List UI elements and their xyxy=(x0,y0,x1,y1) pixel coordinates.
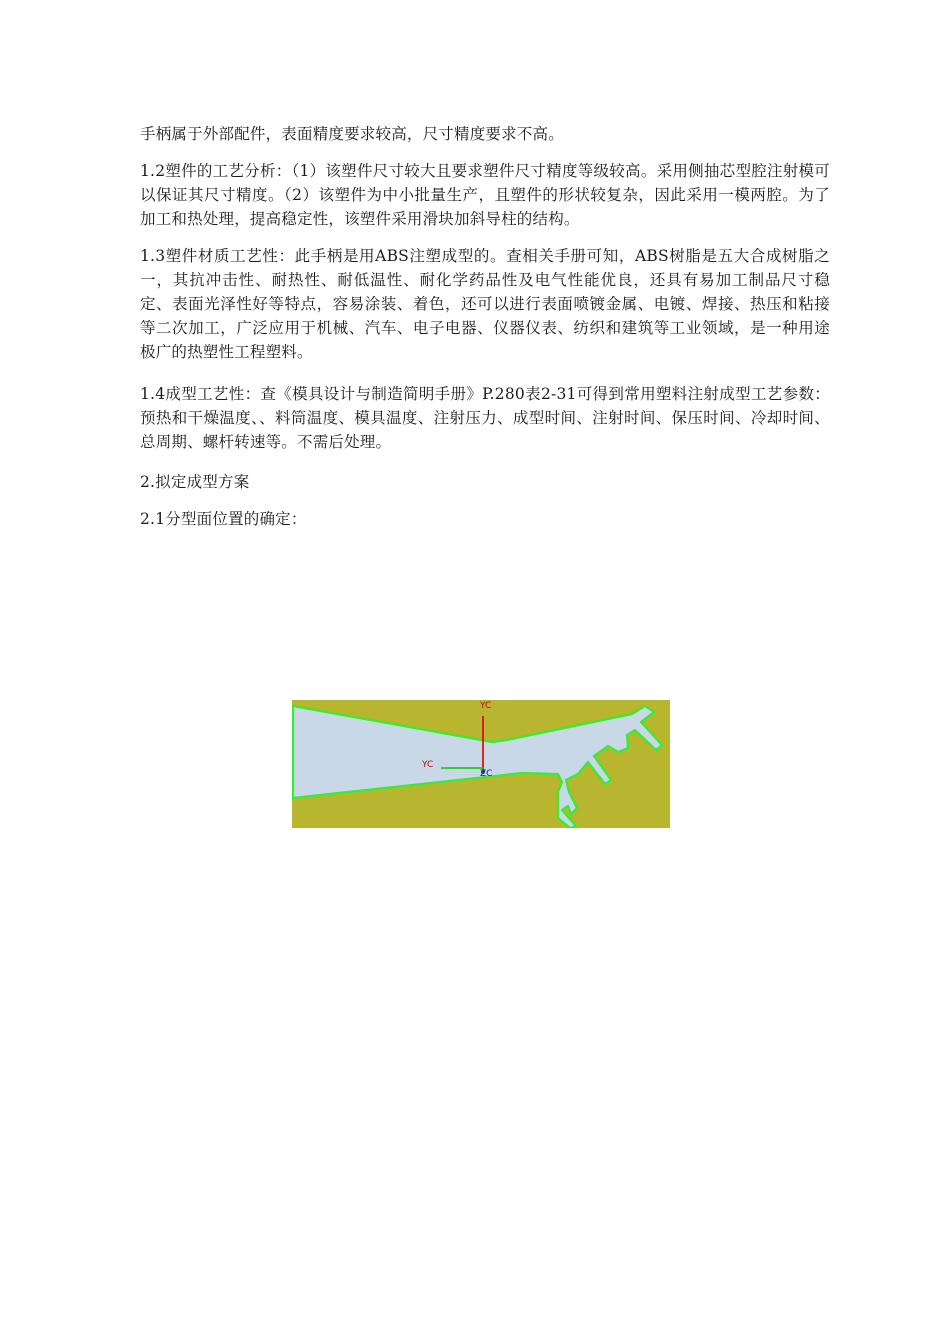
paragraph-process-analysis: 1.2塑件的工艺分析：（1）该塑件尺寸较大且要求塑件尺寸精度等级较高。采用侧抽芯型腔注射模可以保证其尺寸精度。（2）该塑件为中小批量生产，且塑件的形状较复杂，因此采用一模两腔。为了加工和热处理，提高稳定性，该塑件采用滑块加斜导柱的结构。 xyxy=(140,162,830,228)
paragraph-material-process: 1.3塑件材质工艺性：此手柄是用ABS注塑成型的。查相关手册可知，ABS树脂是五大合成树脂之一，其抗冲击性、耐热性、耐低温性、耐化学药品性及电气性能优良，还具有易加工制品尺寸稳定、表面光泽性好等特点，容易涂装、着色，还可以进行表面喷镀金属、电镀、焊接、热压和粘接等二次加工，广泛应用于机械、汽车、电子电器、仪器仪表、纺织和建筑等工业领域，是一种用途极广的热塑性工程塑料。 xyxy=(140,247,830,361)
x-axis-label: YC xyxy=(422,760,434,770)
cad-figure-svg xyxy=(292,700,670,828)
subsection-heading-parting-surface: 2.1分型面位置的确定： xyxy=(140,510,307,528)
cad-figure-parting-surface xyxy=(292,700,670,828)
paragraph-molding-process: 1.4成型工艺性：查《模具设计与制造简明手册》P.280表2-31可得到常用塑料注射成型工艺参数：预热和干燥温度、、料筒温度、模具温度、注射压力、成型时间、注射时间、保压时间、冷却时间、总周期、螺杆转速等。不需后处理。 xyxy=(140,385,830,451)
z-axis-label: ZC xyxy=(480,769,493,779)
section-heading-molding-plan: 2.拟定成型方案 xyxy=(140,473,250,491)
paragraph-handle-accessory: 手柄属于外部配件，表面精度要求较高，尺寸精度要求不高。 xyxy=(140,125,564,143)
y-axis-label: YC xyxy=(480,701,492,711)
